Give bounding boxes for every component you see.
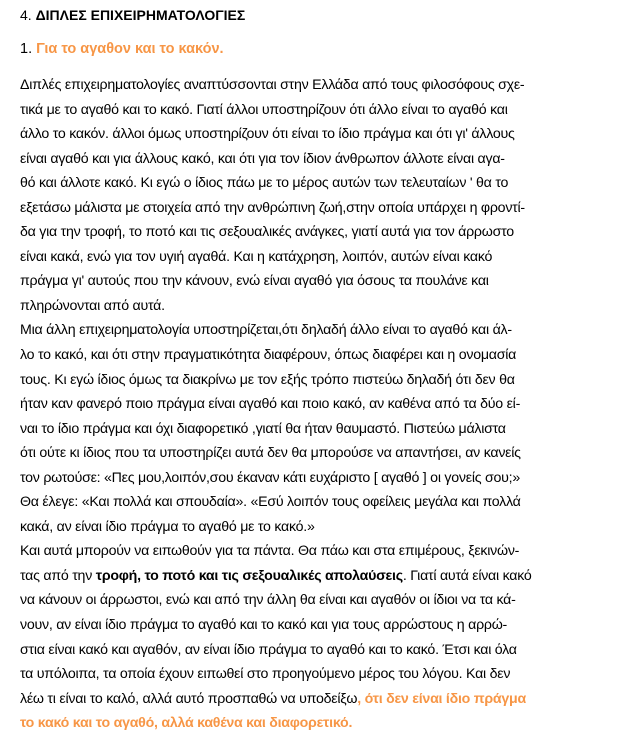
text-line: να κάνουν οι άρρωστοι, ενώ και από την άλλη θα είναι και αγαθόν οι ίδιοι να τα κά- [20,592,516,609]
text-line: είναι κακά, ενώ για τον υγιή αγαθά. Και η κατάχρηση, λοιπόν, αυτών είναι κακό [20,248,493,265]
text-line: τα υπόλοιπα, τα οποία έχουν ειπωθεί στο προηγούμενο μέρος του λόγου. Και δεν [20,666,511,683]
text-line: Διπλές επιχειρηματολογίες αναπτύσσονται στην Ελλάδα από τους φιλοσόφους σχε- [20,77,525,93]
text-line-with-highlight [20,687,620,712]
text-segment: . Γιατί αυτά είναι κακό [402,567,532,584]
text-line-highlight [20,711,620,736]
text-line: άλλο το κακόν. άλλοι όμως υποστηρίζουν ότι είναι το ίδιο πράγμα και ότι γι' άλλους [20,126,515,143]
text-line: θό και άλλοτε κακό. Κι εγώ ο ίδιος πάω με το μέρος αυτών των τελευταίων ' θα το [20,175,509,192]
orange-highlight: , ότι δεν είναι ίδιο πράγμα [357,690,526,707]
section-number: 4. [20,7,36,23]
text-segment: τας από την [20,567,96,584]
section-title: ΔΙΠΛΕΣ ΕΠΙΧΕΙΡΗΜΑΤΟΛΟΓΙΕΣ [35,7,246,23]
text-line-with-emphasis [20,564,620,589]
text-line: λο το κακό, και ότι στην πραγματικότητα διαφέρουν, όπως διαφέρει και η ονομασία [20,347,517,364]
orange-highlight: το κακό και το αγαθό, αλλά καθένα και διαφορετικό. [20,715,353,732]
subsection-heading [20,41,224,57]
text-line: ήταν καν φανερό ποιο πράγμα είναι αγαθό και ποιο κακό, αν καθένα από τα δύο εί- [20,396,521,413]
text-line: πληρώνονται από αυτά. [20,297,165,314]
text-line: τους. Κι εγώ ίδιος όμως τα διακρίνω με τον εξής τρόπο πιστεύω δηλαδή ότι δεν θα [20,371,515,388]
text-line: νουν, αν είναι ίδιο πράγμα το αγαθό και το κακό και για τους αρρώστους η αρρώ- [20,617,508,634]
text-line: τικά με το αγαθό και το κακό. Γιατί άλλοι υποστηρίζουν ότι άλλο είναι το αγαθό και [20,101,508,118]
text-line: Μια άλλη επιχειρηματολογία υποστηρίζεται,ότι δηλαδή άλλο είναι το αγαθό και άλ- [20,322,512,339]
subsection-number: 1. [20,41,37,57]
text-line: ναι το ίδιο πράγμα και όχι διαφορετικό ,γιατί θα ήταν θαυμαστό. Πιστεύω μάλιστα [20,420,506,437]
section-heading [20,7,245,23]
bold-emphasis: τροφή, το ποτό και τις σεξουαλικές απολαύσεις [95,567,403,584]
text-line: Και αυτά μπορούν να ειπωθούν για τα πάντα. Θα πάω και στα επιμέρους, ξεκινών- [20,543,520,560]
body-text [20,73,620,736]
text-line: ότι ούτε κι ίδιος που τα υποστηρίζει αυτά δεν θα μπορούσε να απαντήσει, αν κανείς [20,445,521,462]
text-segment: λέω τι είναι το καλό, αλλά αυτό προσπαθώ να υποδείξω [20,690,358,707]
text-line: κακά, αν είναι ίδιο πράγμα το αγαθό με το κακό.» [20,518,315,535]
text-line: πράγμα γι' αυτούς που την κάνουν, ενώ είναι αγαθό για όσους τα πουλάνε και [20,273,489,290]
text-line: είναι αγαθό και για άλλους κακό, και ότι για τον ίδιον άνθρωπον άλλοτε είναι αγα- [20,150,505,167]
subsection-title: Για το αγαθον και το κακόν. [36,41,224,57]
text-line: στια είναι κακό και αγαθόν, αν είναι ίδιο πράγμα το αγαθό και το κακό. Έτσι και όλα [20,641,517,658]
text-line: Θα έλεγε: «Και πολλά και σπουδαία». «Εσύ λοιπόν τους οφείλεις μεγάλα και πολλά [20,494,521,511]
text-line: δα για την τροφή, το ποτό και τις σεξουαλικές ανάγκες, γιατί αυτά για τον άρρωστο [20,224,514,241]
text-line: εξετάσω μάλιστα με στοιχεία από την ανθρώπινη ζωή,στην οποία υπάρχει η φροντί- [20,199,525,216]
text-line: τον ρωτούσε: «Πες μου,λοιπόν,σου έκαναν κάτι ευχάριστο [ αγαθό ] οι γονείς σου;» [20,469,520,486]
